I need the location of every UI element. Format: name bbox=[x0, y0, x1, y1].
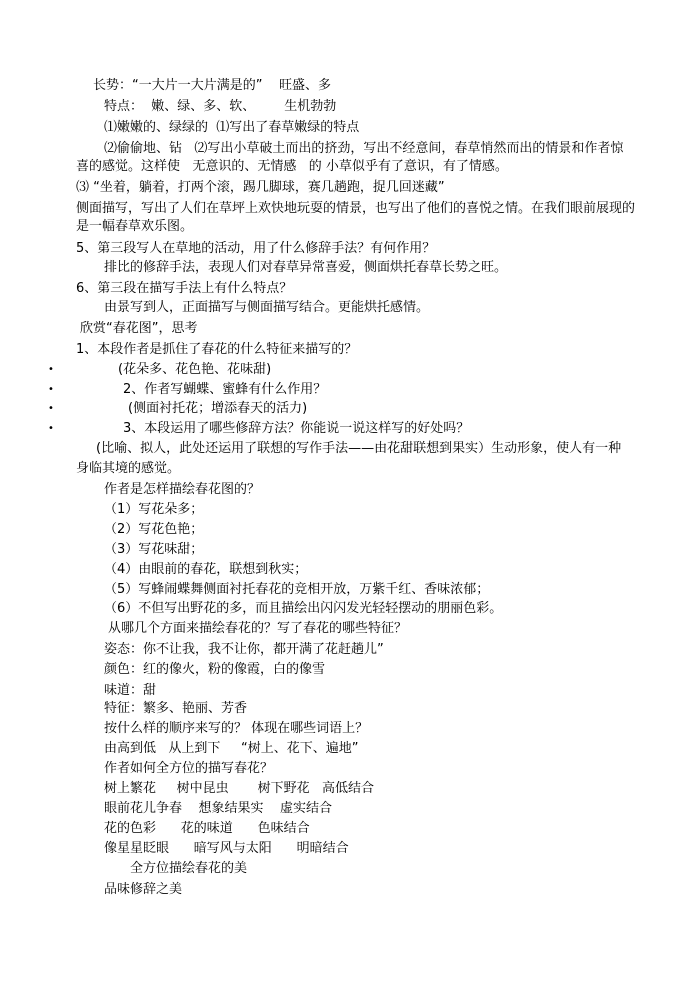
text-line: 花的色彩 花的味道 色味结合 bbox=[104, 821, 310, 836]
text-line: 身临其境的感觉。 bbox=[76, 461, 181, 476]
text-line: 喜的感觉。这样使 无意识的、无情感 的 小草似乎有了意识，有了情感。 bbox=[76, 159, 508, 174]
text-line: 像星星眨眼 暗写风与太阳 明暗结合 bbox=[104, 841, 349, 856]
text-line: 品味修辞之美 bbox=[104, 882, 183, 897]
bullet-marker: • bbox=[48, 403, 54, 414]
text-line: 1、本段作者是抓住了春花的什么特征来描写的？ bbox=[76, 342, 358, 357]
text-line: 作者如何全方位的描写春花？ bbox=[104, 761, 274, 776]
text-line: 按什么样的顺序来写的？ 体现在哪些词语上？ bbox=[104, 721, 369, 736]
text-line: 6、第三段在描写手法上有什么特点？ bbox=[76, 281, 293, 296]
text-line: 特征：繁多、艳丽、芳香 bbox=[104, 701, 248, 716]
bullet-marker: • bbox=[48, 384, 54, 395]
text-line: 姿态：你不让我，我不让你，都开满了花赶趟儿” bbox=[104, 642, 384, 657]
text-line: 树上繁花 树中昆虫 树下野花 高低结合 bbox=[104, 781, 374, 796]
text-line: 味道：甜 bbox=[104, 683, 157, 698]
text-line: （1）写花朵多； bbox=[104, 502, 204, 517]
text-line: 是一幅春草欢乐图。 bbox=[76, 219, 194, 234]
text-line: 3、本段运用了哪些修辞方法？你能说一说这样写的好处吗？ bbox=[123, 421, 470, 436]
text-line: 由高到低 从上到下 “树上、花下、遍地” bbox=[104, 741, 359, 756]
text-line: ⑵偷偷地、钻 ⑵写出小草破土而出的挤劲，写出不经意间，春草悄然而出的情景和作者惊 bbox=[104, 141, 624, 156]
text-line: 由景写到人，正面描写与侧面描写结合。更能烘托感情。 bbox=[104, 300, 430, 315]
text-line: 全方位描绘春花的美 bbox=[130, 861, 248, 876]
text-line: 欣赏“春花图”，思考 bbox=[80, 321, 198, 336]
text-line: 长势：“一大片一大片满是的” 旺盛、多 bbox=[93, 78, 331, 93]
text-line: （3）写花味甜； bbox=[104, 542, 204, 557]
text-line: （6）不但写出野花的多，而且描绘出闪闪发光轻轻摆动的朋丽色彩。 bbox=[104, 601, 503, 616]
text-line: ⑴嫩嫩的、绿绿的 ⑴写出了春草嫩绿的特点 bbox=[104, 120, 360, 135]
bullet-marker: • bbox=[48, 423, 54, 434]
text-line: （5）写蜂闹蝶舞侧面衬托春花的竞相开放，万紫千红、香味浓郁； bbox=[104, 582, 490, 597]
text-line: 侧面描写，写出了人们在草坪上欢快地玩耍的情景，也写出了他们的喜悦之情。在我们眼前展现的 bbox=[76, 201, 636, 216]
text-line: (比喻、拟人，此处还运用了联想的写作手法——由花甜联想到果实）生动形象，使人有一种 bbox=[96, 441, 622, 456]
bullet-marker: • bbox=[48, 364, 54, 375]
text-line: 眼前花儿争春 想象结果实 虚实结合 bbox=[104, 801, 333, 816]
text-line: 从哪几个方面来描绘春花的？写了春花的哪些特征？ bbox=[108, 621, 408, 636]
text-line: 特点： 嫩、绿、多、软、 生机勃勃 bbox=[104, 99, 337, 114]
text-line: (侧面衬托花；增添春天的活力) bbox=[128, 401, 308, 416]
text-line: ⑶ “坐着，躺着，打两个滚，踢几脚球，赛几趟跑，捉几回迷藏” bbox=[76, 180, 445, 195]
text-line: 2、作者写蝴蝶、蜜蜂有什么作用？ bbox=[123, 382, 327, 397]
text-line: 颜色：红的像火，粉的像霞，白的像雪 bbox=[104, 662, 326, 677]
text-line: 排比的修辞手法，表现人们对春草异常喜爱，侧面烘托春草长势之旺。 bbox=[104, 260, 508, 275]
text-line: (花朵多、花色艳、花味甜) bbox=[118, 362, 272, 377]
text-line: 作者是怎样描绘春花图的？ bbox=[104, 482, 261, 497]
text-line: 5、第三段写人在草地的活动，用了什么修辞手法？有何作用？ bbox=[76, 241, 436, 256]
text-line: （4）由眼前的春花，联想到秋实； bbox=[104, 562, 308, 577]
text-line: （2）写花色艳； bbox=[104, 522, 204, 537]
